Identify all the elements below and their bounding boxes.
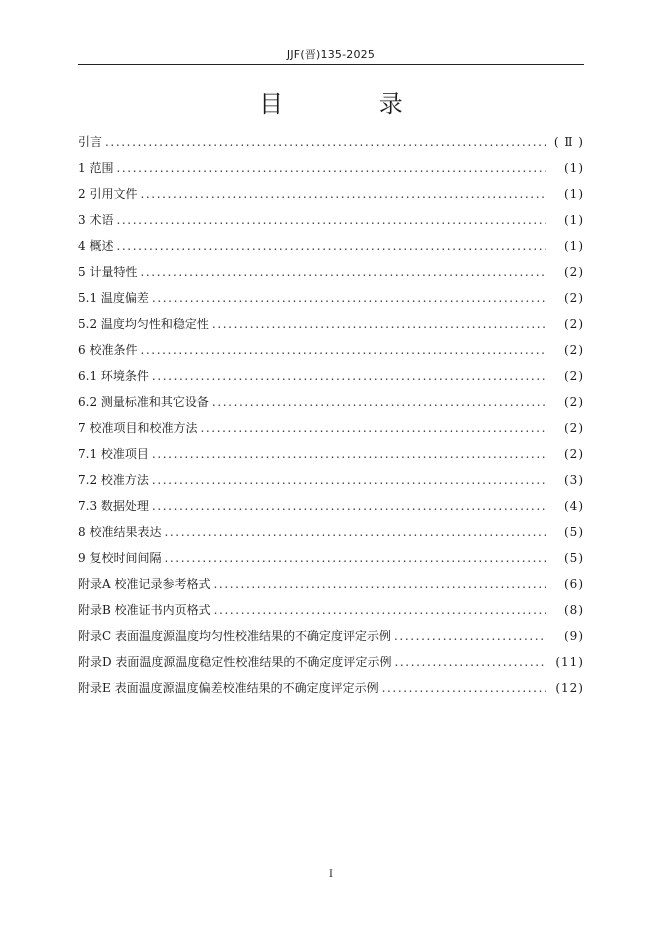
toc-entry-label: 引言: [78, 135, 103, 149]
toc-entry[interactable]: [78, 181, 584, 207]
toc-entry-page: (1): [564, 187, 584, 201]
toc-leader-dots: [394, 649, 546, 675]
toc-entry[interactable]: [78, 285, 584, 311]
toc-leader-dots: [152, 467, 546, 493]
toc-leader-dots: [140, 181, 546, 207]
toc-leader-dots: [152, 493, 546, 519]
toc-entry-label: 5.2 温度均匀性和稳定性: [78, 317, 209, 331]
toc-entry-label: 6 校准条件: [78, 343, 138, 357]
toc-leader-dots: [200, 415, 546, 441]
toc-entry[interactable]: [78, 441, 584, 467]
toc-leader-dots: [164, 545, 546, 571]
toc-entry-page: (1): [564, 239, 584, 253]
toc-leader-dots: [394, 623, 546, 649]
toc-leader-dots: [214, 597, 546, 623]
toc-entry-label: 9 复校时间间隔: [78, 551, 162, 565]
toc-leader-dots: [152, 441, 546, 467]
toc-entry[interactable]: [78, 415, 584, 441]
toc-leader-dots: [152, 285, 546, 311]
toc-entry-label: 7.1 校准项目: [78, 447, 149, 461]
toc-entry-label: 8 校准结果表达: [78, 525, 162, 539]
toc-entry[interactable]: [78, 389, 584, 415]
toc-entry-page: (9): [564, 629, 584, 643]
toc-leader-dots: [213, 571, 546, 597]
toc-entry-page: (2): [564, 369, 584, 383]
toc-entry-page: (12): [555, 681, 584, 695]
toc-entry-page: (2): [564, 291, 584, 305]
toc-leader-dots: [212, 389, 546, 415]
toc-leader-dots: [105, 129, 546, 155]
toc-entry[interactable]: [78, 233, 584, 259]
toc-entry[interactable]: [78, 155, 584, 181]
document-code-header: JJF(晋)135-2025: [286, 48, 376, 61]
header-divider: [78, 64, 584, 65]
toc-entry-page: (2): [564, 317, 584, 331]
toc-entry-page: (6): [564, 577, 584, 591]
toc-entry[interactable]: [78, 519, 584, 545]
page-title: 目 录: [259, 90, 447, 118]
toc-entry-label: 附录E 表面温度源温度偏差校准结果的不确定度评定示例: [78, 681, 379, 695]
toc-entry[interactable]: [78, 311, 584, 337]
toc-entry-label: 7 校准项目和校准方法: [78, 421, 198, 435]
toc-entry-page: (8): [564, 603, 584, 617]
toc-entry[interactable]: [78, 545, 584, 571]
toc-entry-label: 附录D 表面温度源温度稳定性校准结果的不确定度评定示例: [78, 655, 392, 669]
toc-entry-label: 4 概述: [78, 239, 114, 253]
toc-entry-page: (3): [564, 473, 584, 487]
toc-entry-page: (2): [564, 343, 584, 357]
toc-leader-dots: [116, 233, 546, 259]
toc-entry-page: (4): [564, 499, 584, 513]
toc-leader-dots: [152, 363, 546, 389]
toc-entry[interactable]: [78, 129, 584, 155]
toc-entry-page: (1): [564, 161, 584, 175]
toc-entry-label: 7.2 校准方法: [78, 473, 149, 487]
toc-entry-label: 6.2 测量标准和其它设备: [78, 395, 209, 409]
toc-entry-label: 附录B 校准证书内页格式: [78, 603, 211, 617]
toc-entry-page: (2): [564, 447, 584, 461]
toc-entry-page: ( Ⅱ ): [553, 135, 584, 149]
toc-leader-dots: [140, 337, 546, 363]
toc-entry[interactable]: [78, 259, 584, 285]
toc-entry[interactable]: [78, 493, 584, 519]
toc-entry[interactable]: [78, 597, 584, 623]
toc-entry-label: 1 范围: [78, 161, 114, 175]
toc-entry-label: 3 术语: [78, 213, 114, 227]
toc-entry-page: (2): [564, 421, 584, 435]
toc-entry[interactable]: [78, 571, 584, 597]
toc-leader-dots: [212, 311, 546, 337]
toc-entry-page: (5): [564, 551, 584, 565]
toc-entry-page: (2): [564, 395, 584, 409]
toc-entry[interactable]: [78, 363, 584, 389]
toc-entry[interactable]: [78, 623, 584, 649]
toc-entry-label: 5.1 温度偏差: [78, 291, 149, 305]
toc-leader-dots: [382, 675, 546, 701]
toc-entry-page: (11): [555, 655, 584, 669]
toc-entry-label: 附录A 校准记录参考格式: [78, 577, 211, 591]
toc-entry[interactable]: [78, 649, 584, 675]
toc-entry-page: (2): [564, 265, 584, 279]
toc-entry-page: (1): [564, 213, 584, 227]
toc-entry[interactable]: [78, 675, 584, 701]
toc-entry[interactable]: [78, 467, 584, 493]
toc-entry-label: 2 引用文件: [78, 187, 138, 201]
toc-leader-dots: [116, 207, 546, 233]
toc-entry-label: 5 计量特性: [78, 265, 138, 279]
toc-entry-page: (5): [564, 525, 584, 539]
toc-leader-dots: [140, 259, 546, 285]
toc-leader-dots: [116, 155, 546, 181]
toc-entry[interactable]: [78, 207, 584, 233]
toc-entry-label: 附录C 表面温度源温度均匀性校准结果的不确定度评定示例: [78, 629, 391, 643]
toc-leader-dots: [164, 519, 546, 545]
page-number: I: [329, 869, 333, 880]
table-of-contents: [78, 129, 584, 701]
toc-entry-label: 6.1 环境条件: [78, 369, 149, 383]
toc-entry-label: 7.3 数据处理: [78, 499, 149, 513]
toc-entry[interactable]: [78, 337, 584, 363]
